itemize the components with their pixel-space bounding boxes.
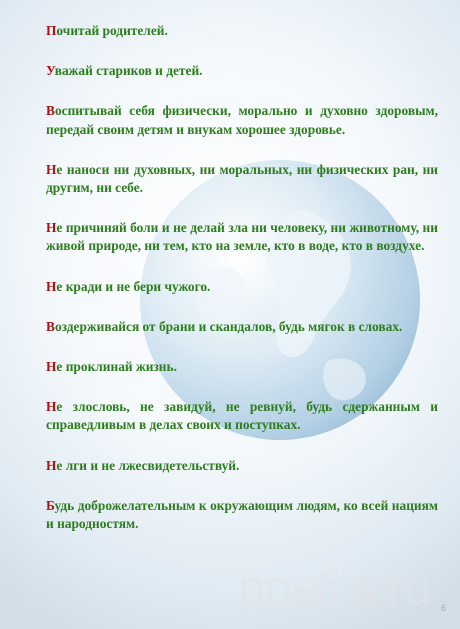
rule-text: е кради и не бери чужого. xyxy=(56,278,211,294)
rule-item xyxy=(46,62,438,80)
rules-list xyxy=(46,22,438,555)
rule-item xyxy=(46,358,438,376)
rule-initial: Н xyxy=(46,220,57,236)
rule-text: оздерживайся от брани и скандалов, будь мягок в словах. xyxy=(54,318,403,334)
rule-item xyxy=(46,497,438,533)
rule-initial: В xyxy=(46,103,55,119)
rule-item xyxy=(46,398,438,434)
rule-text: е наноси ни духовных, ни моральных, ни физических ран, ни другим, ни себе. xyxy=(46,161,438,196)
rule-initial: Н xyxy=(46,278,57,294)
rule-text: е лги и не лжесвидетельствуй. xyxy=(56,457,240,473)
rule-initial: Н xyxy=(46,161,57,177)
rule-text: е проклинай жизнь. xyxy=(56,359,177,375)
rule-text: удь доброжелательным к окружающим людям, ко всей нациям и народностям. xyxy=(46,497,438,532)
rule-initial: В xyxy=(46,318,55,334)
rule-text: важай стариков и детей. xyxy=(54,63,203,79)
rule-text: оспитывай себя физически, морально и духовно здоровым, передай своим детям и внукам хорошее здоровье. xyxy=(46,103,438,137)
rule-initial: П xyxy=(46,23,57,38)
watermark: postila.ru xyxy=(238,560,431,616)
rule-text: очитай родителей. xyxy=(56,23,168,38)
rule-initial: Н xyxy=(46,359,57,375)
rule-text: е злословь, не завидуй, не ревнуй, будь сдержанным и справедливым в делах своих и поступках. xyxy=(46,399,438,433)
rule-item xyxy=(46,161,438,197)
rule-initial: Н xyxy=(46,399,57,415)
rule-item xyxy=(46,102,438,138)
rule-item xyxy=(46,22,438,40)
rule-item xyxy=(46,318,438,336)
rule-item xyxy=(46,278,438,296)
rule-initial: Н xyxy=(46,457,57,473)
rule-item xyxy=(46,457,438,475)
rule-initial: У xyxy=(46,63,55,79)
rule-text: е причиняй боли и не делай зла ни человеку, ни животному, ни живой природе, ни тем, кто на земле, кто в воде, кто в воздухе. xyxy=(46,220,438,254)
rule-initial: Б xyxy=(46,497,55,513)
page-number: 6 xyxy=(440,603,446,613)
rule-item xyxy=(46,219,438,255)
